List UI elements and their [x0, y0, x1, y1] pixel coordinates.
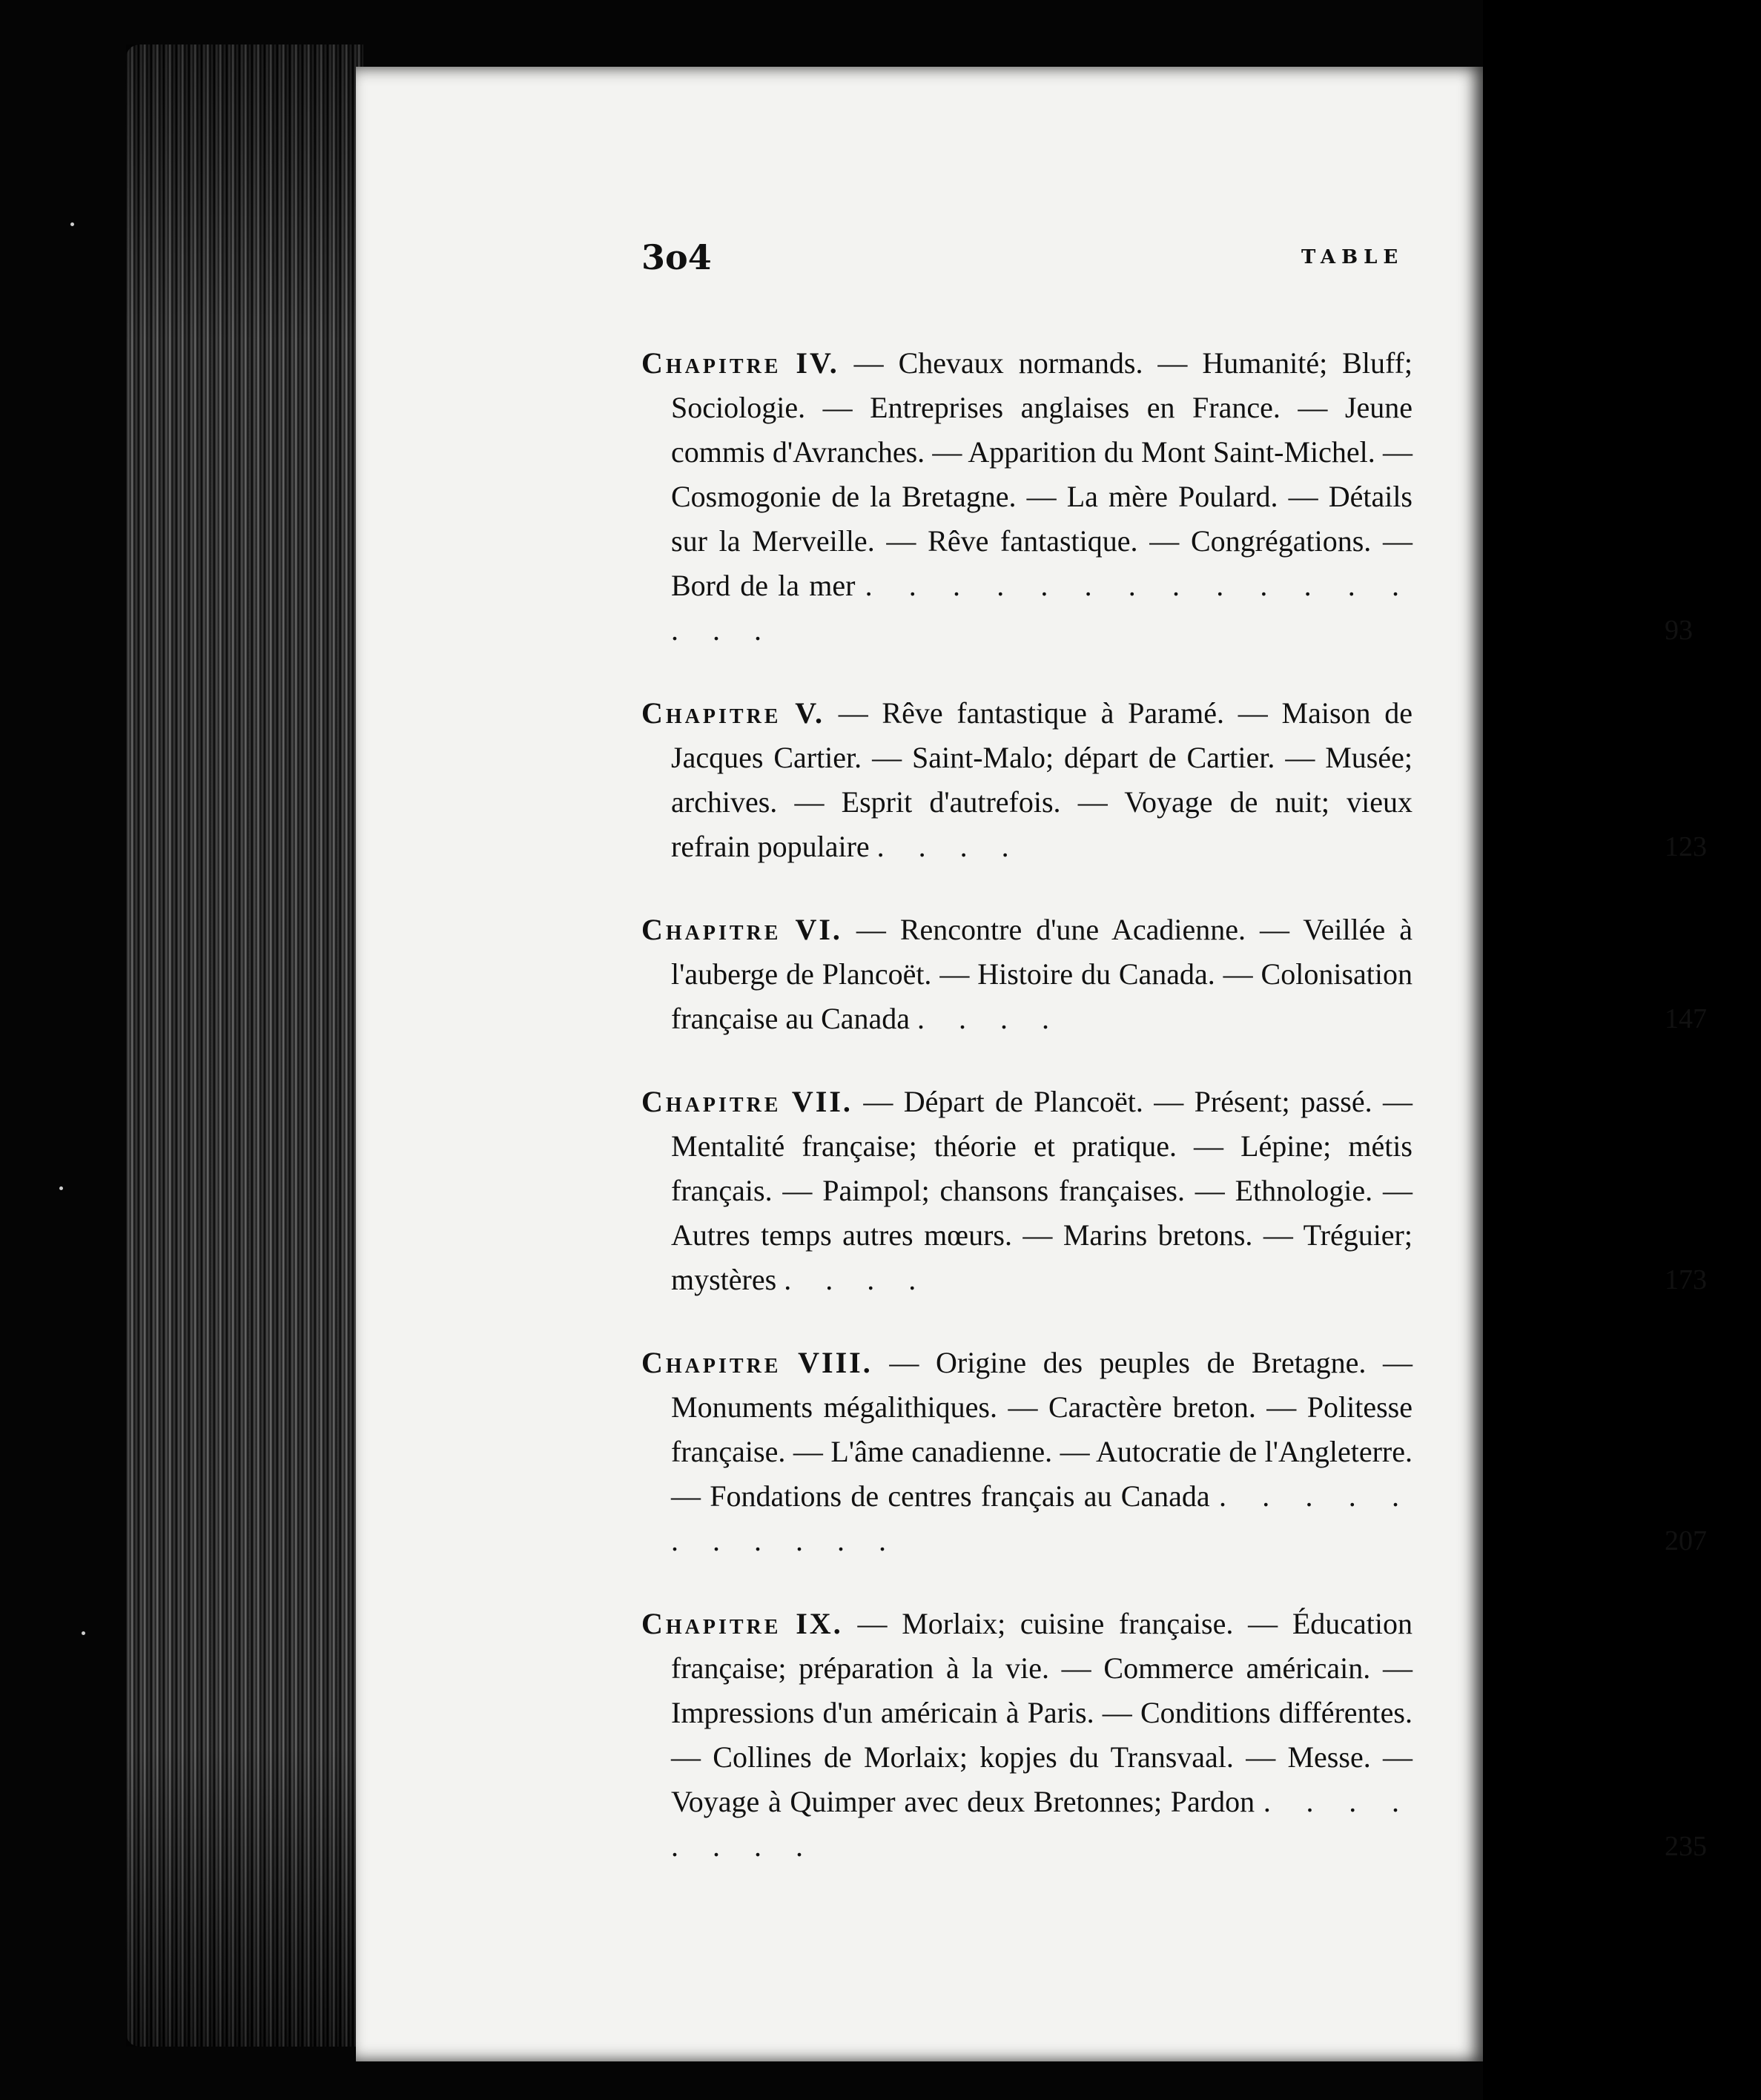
toc-entry-chapter-vi [641, 908, 1724, 1041]
dot-leaders: . . . . [784, 1263, 930, 1296]
chapter-number: VIII. [798, 1346, 873, 1379]
toc-entry-chapter-v [641, 691, 1724, 869]
running-title: TABLE [1301, 246, 1404, 268]
chapter-summary: — Chevaux normands. — Humanité; Bluff; Sociologie. — Entreprises anglaises en France. — Jeune commis d'Avranches. — Apparition du Mont Saint-Michel. — Cosmogonie de la Bretagne. — La mère Poulard. — Détails sur la Merveille. — Rêve fantastique. — Congrégations. — Bord de la mer [671, 346, 1413, 602]
dot-leaders: . . . . . . . . . . . [671, 1479, 1413, 1557]
page-reference: 173 [1665, 1264, 1707, 1295]
dot-leaders: . . . . [876, 830, 1022, 863]
toc-entry-chapter-vii [641, 1080, 1724, 1302]
page-reference: 93 [1665, 615, 1693, 646]
toc-entry-chapter-viii [641, 1341, 1724, 1563]
chapter-number: V. [795, 696, 825, 730]
chapter-label: Chapitre [641, 1346, 782, 1379]
dot-leaders: . . . . . . . . [671, 1785, 1413, 1863]
dust-speck [70, 222, 74, 226]
page-header [641, 237, 1457, 297]
chapter-summary: — Origine des peuples de Bretagne. — Monuments mégalithiques. — Caractère breton. — Politesse française. — L'âme canadienne. — Autocratie de l'Angleterre. — Fondations de centres français au Canada [671, 1346, 1413, 1513]
chapter-label: Chapitre [641, 696, 782, 730]
dot-leaders: . . . . [917, 1002, 1063, 1035]
chapter-number: VI. [795, 913, 842, 946]
page-reference: 207 [1665, 1525, 1707, 1556]
page-reference: 147 [1665, 1003, 1707, 1034]
dot-leaders: . . . . . . . . . . . . . . . . [671, 569, 1413, 647]
page-number: 3o4 [641, 237, 712, 277]
dust-speck [59, 1186, 63, 1190]
page-reference: 235 [1665, 1831, 1707, 1862]
chapter-summary: — Morlaix; cuisine française. — Éducation française; préparation à la vie. — Commerce américain. — Impressions d'un américain à Paris. — Conditions différentes. — Collines de Morlaix; kopjes du Transvaal. — Messe. — Voyage à Quimper avec deux Bretonnes; Pardon [671, 1607, 1413, 1818]
chapter-number: IX. [796, 1607, 843, 1640]
chapter-label: Chapitre [641, 913, 782, 946]
toc-entry-chapter-ix [641, 1602, 1724, 1869]
chapter-label: Chapitre [641, 1607, 782, 1640]
chapter-summary: — Rêve fantastique à Paramé. — Maison de Jacques Cartier. — Saint-Malo; départ de Cartier. — Musée; archives. — Esprit d'autrefois. — Voyage de nuit; vieux refrain populaire [671, 696, 1413, 863]
chapter-summary: — Rencontre d'une Acadienne. — Veillée à l'auberge de Plancoët. — Histoire du Canada. — Colonisation française au Canada [671, 913, 1413, 1035]
page-reference: 123 [1665, 831, 1707, 862]
page-sheet [356, 67, 1707, 2061]
chapter-number: VII. [791, 1085, 853, 1118]
book-fore-edge [126, 44, 363, 2047]
chapter-label: Chapitre [641, 346, 782, 380]
toc-entry-chapter-iv [641, 341, 1724, 653]
dust-speck [82, 1631, 85, 1635]
table-of-contents [641, 341, 1761, 1907]
chapter-summary: — Départ de Plancoët. — Présent; passé. — Mentalité française; théorie et pratique. — Lépine; métis français. — Paimpol; chansons françaises. — Ethnologie. — Autres temps autres mœurs. — Marins bretons. — Tréguier; mystères [671, 1085, 1413, 1296]
chapter-label: Chapitre [641, 1085, 782, 1118]
chapter-number: IV. [796, 346, 839, 380]
